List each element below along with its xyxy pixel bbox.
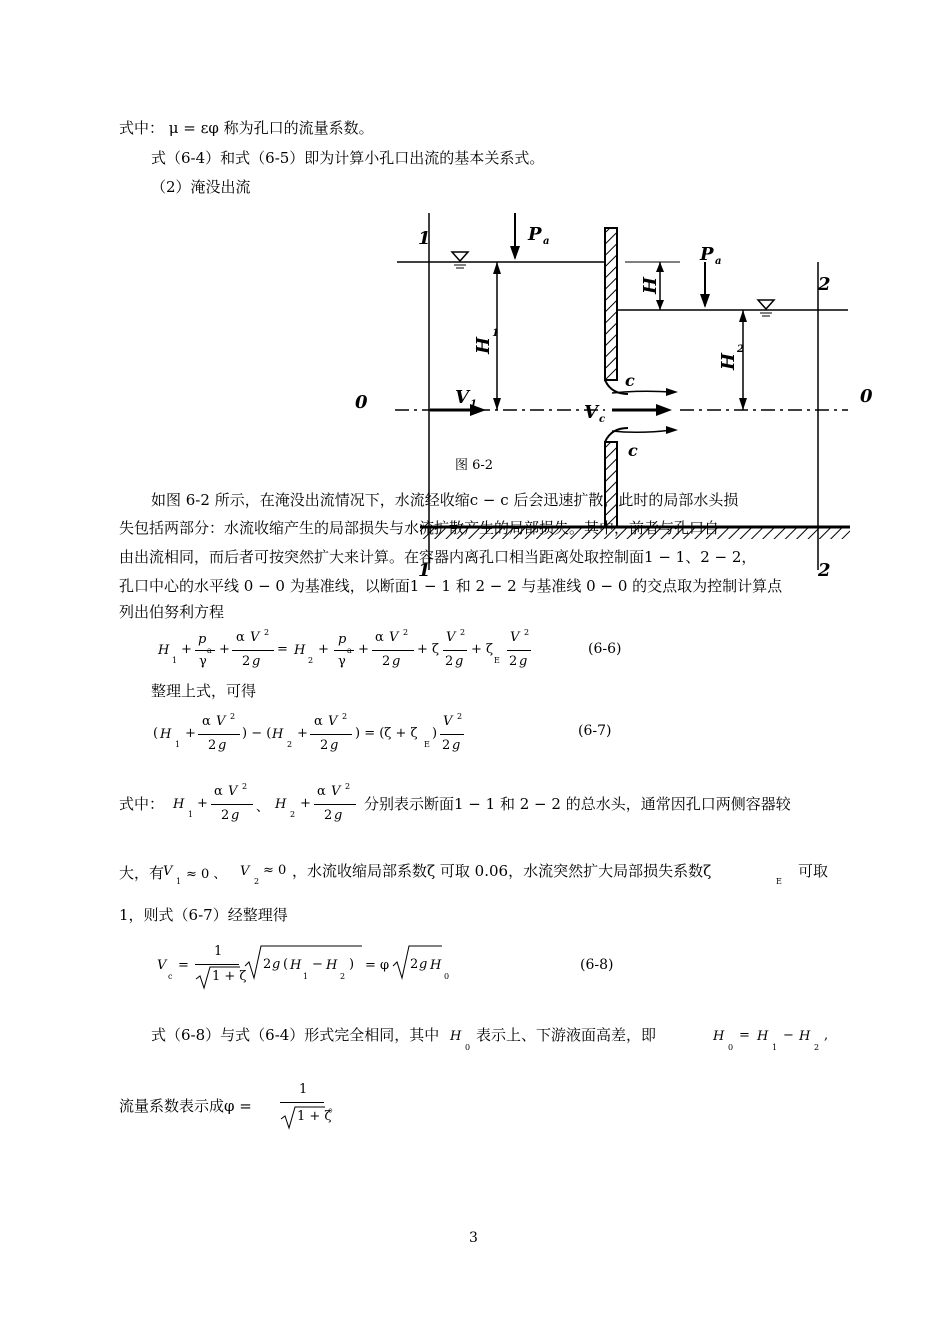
datum-right-label: 0	[860, 386, 873, 407]
body-line-1: 如图 6-2 所示，在淹没出流情况下，水流经收缩c − c 后会迅速扩散，此时的局部水头损	[151, 491, 739, 509]
section2-bottom-label: 2	[818, 560, 831, 581]
flow-coefficient-expression: 流量系数表示成φ =	[119, 1097, 252, 1115]
explanation-prefix: 式中：	[119, 795, 165, 813]
figure-caption: 图 6-2	[455, 458, 494, 473]
paragraph-flow-coefficient: 式中： μ = εφ 称为孔口的流量系数。	[119, 119, 374, 137]
c-bottom-label: c	[628, 441, 638, 460]
paragraph-68-part-b: 表示上、下游液面高差，即	[476, 1026, 657, 1044]
body-line-2: 失包括两部分：水流收缩产生的局部损失与水流扩散产生的局部损失。其中，前者与孔口自	[119, 519, 720, 537]
line-then: 1，则式（6-7）经整理得	[119, 906, 288, 924]
equation-6-7-number: (6-7)	[578, 723, 612, 739]
svg-text:a: a	[715, 256, 722, 267]
svg-text:1: 1	[492, 328, 499, 339]
section-heading-submerged-outflow: （2）淹没出流	[151, 178, 251, 196]
svg-text:2: 2	[737, 344, 744, 355]
text-tidy-up: 整理上式，可得	[151, 682, 257, 700]
line-large-prefix: 大，有	[119, 864, 165, 882]
pa-left-label: P	[528, 224, 542, 245]
wall-lower	[605, 442, 617, 527]
paragraph-68-part-a: 式（6-8）与式（6-4）形式完全相同，其中	[151, 1026, 440, 1044]
body-line-4: 孔口中心的水平线 0 − 0 为基准线，以断面1 − 1 和 2 − 2 与基准线 0 − 0 的交点取为控制计算点	[119, 577, 783, 595]
page-number: 3	[469, 1230, 478, 1246]
section1-bottom-label: 1	[418, 560, 431, 581]
section2-top-label: 2	[818, 274, 831, 295]
pa-right-label: P	[700, 244, 714, 265]
datum-left-label: 0	[355, 392, 368, 413]
explanation-suffix: 分别表示断面1 − 1 和 2 − 2 的总水头，通常因孔口两侧容器较	[364, 795, 791, 813]
section1-top-label: 1	[418, 228, 431, 249]
line-large-suffix: 可取	[798, 862, 829, 880]
body-line-5: 列出伯努利方程	[119, 603, 225, 621]
zeta-E-subscript: E	[776, 877, 782, 886]
H2-label: H	[718, 352, 739, 370]
paragraph-basic-relations: 式（6-4）和式（6-5）即为计算小孔口出流的基本关系式。	[151, 149, 545, 167]
H1-label: H	[473, 336, 494, 354]
body-line-3: 由出流相同，而后者可按突然扩大来计算。在容器内离孔口相当距离处取控制面1 − 1、2 − 2，	[119, 548, 757, 566]
equation-6-8-number: (6-8)	[580, 957, 614, 973]
equation-6-6-number: (6-6)	[588, 641, 622, 657]
V1-label: V	[455, 387, 469, 408]
wall-upper	[605, 228, 617, 380]
c-top-label: c	[625, 371, 635, 390]
Vc-label: V	[584, 402, 598, 423]
line-large-coefficients: ，水流收缩局部系数ζ 可取 0.06，水流突然扩大局部损失系数ζ	[292, 862, 712, 880]
svg-text:1: 1	[470, 399, 477, 410]
H-label: H	[640, 276, 661, 294]
svg-text:a: a	[543, 236, 550, 247]
svg-text:c: c	[599, 414, 606, 425]
